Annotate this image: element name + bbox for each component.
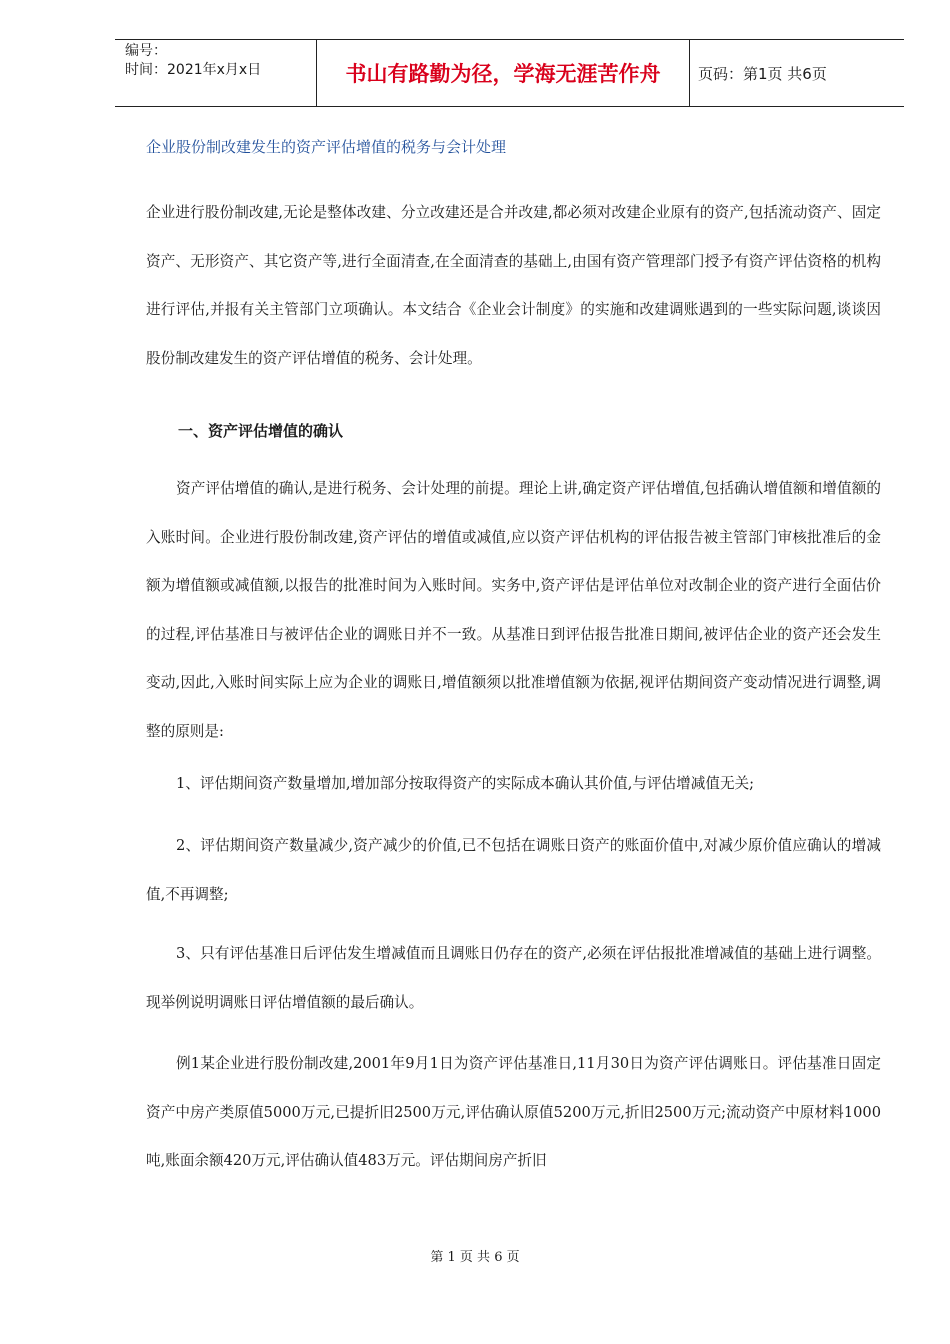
- example-block: [146, 1040, 881, 1186]
- section-heading: 一、资产评估增值的确认: [178, 422, 344, 440]
- rule-item-2: 2、评估期间资产数量减少,资产减少的价值,已不包括在调账日资产的账面价值中,对减少原价值应确认的增减值,不再调整;: [146, 837, 881, 903]
- header-meta-cell: [115, 40, 316, 106]
- header-motto: 书山有路勤为径，学海无涯苦作舟: [316, 40, 690, 106]
- rule-item-3-block: [146, 930, 881, 1027]
- intro-paragraph: 企业进行股份制改建,无论是整体改建、分立改建还是合并改建,都必须对改建企业原有的资产,包括流动资产、固定资产、无形资产、其它资产等,进行全面清查,在全面清查的基础上,由国有资产管理部门授予有资产评估资格的机构进行评估,并报有关主管部门立项确认。本文结合《企业会计制度》的实施和改建调账遇到的一些实际问题,谈谈因股份制改建发生的资产评估增值的税务、会计处理。: [146, 204, 881, 367]
- page-header: [115, 39, 904, 107]
- rule-item-2-block: [146, 822, 881, 919]
- document-time-label: 时间：2021年x月x日: [125, 62, 262, 78]
- section1-paragraph: 资产评估增值的确认,是进行税务、会计处理的前提。理论上讲,确定资产评估增值,包括确认增值额和增值额的入账时间。企业进行股份制改建,资产评估的增值或减值,应以资产评估机构的评估报告被主管部门审核批准后的金额为增值额或减值额,以报告的批准时间为入账时间。实务中,资产评估是评估单位对改制企业的资产进行全面估价的过程,评估基准日与被评估企业的调账日并不一致。从基准日到评估报告批准日期间,被评估企业的资产还会发生变动,因此,入账时间实际上应为企业的调账日,增值额须以批准增值额为依据,视评估期间资产变动情况进行调整,调整的原则是:: [146, 480, 881, 740]
- document-number-label: 编号：: [125, 43, 167, 59]
- rule-item-1-block: [146, 760, 881, 809]
- page-footer: 第 1 页 共 6 页: [430, 1250, 520, 1265]
- section1-body: [146, 465, 881, 757]
- intro-section: [146, 189, 881, 383]
- header-page-info: 页码：第1页 共6页: [698, 64, 827, 83]
- rule-item-3: 3、只有评估基准日后评估发生增减值而且调账日仍存在的资产,必须在评估报批准增减值的基础上进行调整。现举例说明调账日评估增值额的最后确认。: [146, 945, 881, 1011]
- document-title: 企业股份制改建发生的资产评估增值的税务与会计处理: [146, 138, 507, 156]
- rule-item-1: 1、评估期间资产数量增加,增加部分按取得资产的实际成本确认其价值,与评估增减值无关;: [176, 775, 755, 792]
- example-paragraph: 例1某企业进行股份制改建,2001年9月1日为资产评估基准日,11月30日为资产评估调账日。评估基准日固定资产中房产类原值5000万元,已提折旧2500万元,评估确认原值5200万元,折旧2500万元;流动资产中原材料1000吨,账面余额420万元,评估确认值483万元。评估期间房产折旧: [146, 1055, 881, 1170]
